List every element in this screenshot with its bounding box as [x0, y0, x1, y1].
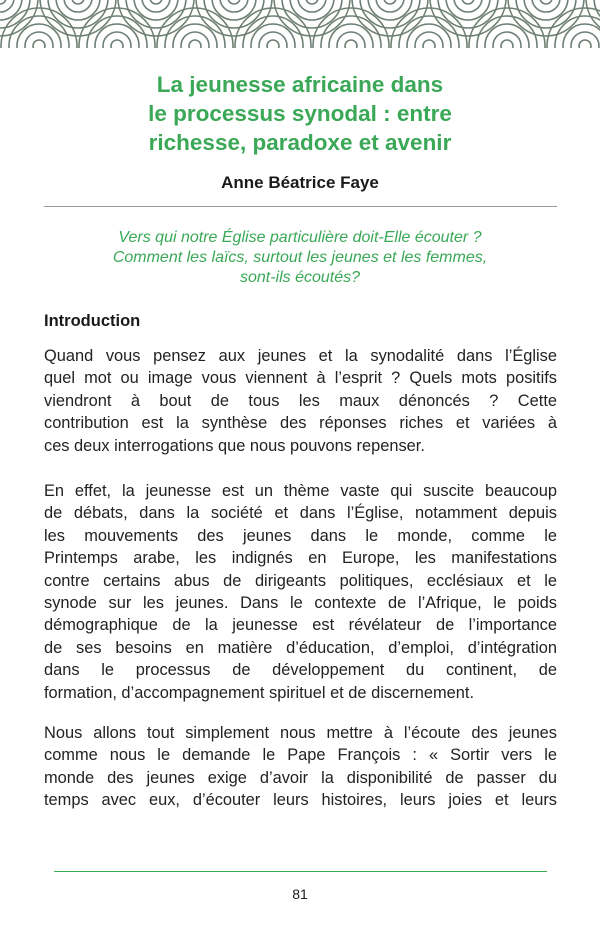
article-title-line: le processus synodal : entre — [148, 101, 452, 126]
article-title-line: La jeunesse africaine dans — [156, 72, 444, 97]
paragraph-line: dans le processus de développement du continent, de — [44, 661, 557, 680]
paragraph-line: Nous allons tout simplement nous mettre à l’écoute des jeunes — [44, 724, 557, 742]
paragraph-line: synode sur les jeunes. Dans le contexte de l’Afrique, le poids — [44, 594, 557, 613]
paragraph-line: de ses besoins en matière d’éducation, d’emploi, d’intégration — [44, 638, 557, 657]
page-number: 81 — [292, 886, 308, 902]
paragraph-line: En effet, la jeunesse est un thème vaste qui suscite beaucoup — [44, 482, 557, 500]
body-paragraph — [44, 345, 557, 457]
footer-divider — [54, 871, 547, 872]
paragraph-line: démographique de la jeunesse est révélateur de l’importance — [44, 616, 557, 635]
paragraph-line: monde des jeunes exige d’avoir la disponibilité de passer du — [44, 768, 557, 787]
paragraph-line: Printemps arabe, les indignés en Europe, les manifestations — [44, 549, 557, 568]
paragraph-line: formation, d’accompagnement spirituel et de discernement. — [44, 683, 475, 702]
paragraph-line: comme nous le demande le Pape François : « Sortir vers le — [44, 746, 557, 765]
paragraph-line: viendront à bout de tous les maux dénoncés ? Cette — [44, 391, 557, 410]
paragraph-line: les mouvements des jeunes dans le monde, comme le — [44, 526, 557, 545]
paragraph-line: contribution est la synthèse des réponses riches et variées à — [44, 414, 557, 433]
epigraph-line: Comment les laïcs, surtout les jeunes et les femmes, — [112, 249, 488, 266]
body-paragraph — [44, 480, 557, 704]
decorative-concentric-arcs-pattern — [0, 0, 600, 48]
body-paragraph — [44, 722, 557, 812]
paragraph-line: de débats, dans la société et dans l’Église, notamment depuis — [44, 504, 557, 523]
section-heading: Introduction — [44, 312, 141, 330]
paragraph-line: ces deux interrogations que nous pouvons repenser. — [44, 436, 425, 455]
epigraph-line: sont-ils écoutés? — [239, 269, 361, 286]
epigraph-questions — [60, 228, 540, 288]
paragraph-line: contre certains abus de dirigeants politiques, ecclésiaux et le — [44, 571, 557, 590]
title-divider — [44, 206, 557, 207]
epigraph-line: Vers qui notre Église particulière doit-Elle écouter ? — [118, 229, 482, 246]
paragraph-line: quel mot ou image vous viennent à l’esprit ? Quels mots positifs — [44, 369, 557, 388]
article-title-line: richesse, paradoxe et avenir — [148, 130, 452, 155]
article-title — [60, 70, 540, 157]
paragraph-line: Quand vous pensez aux jeunes et la synodalité dans l’Église — [44, 347, 557, 365]
paragraph-line: temps avec eux, d’écouter leurs histoires, leurs joies et leurs — [44, 791, 557, 810]
author-name: Anne Béatrice Faye — [221, 173, 379, 192]
